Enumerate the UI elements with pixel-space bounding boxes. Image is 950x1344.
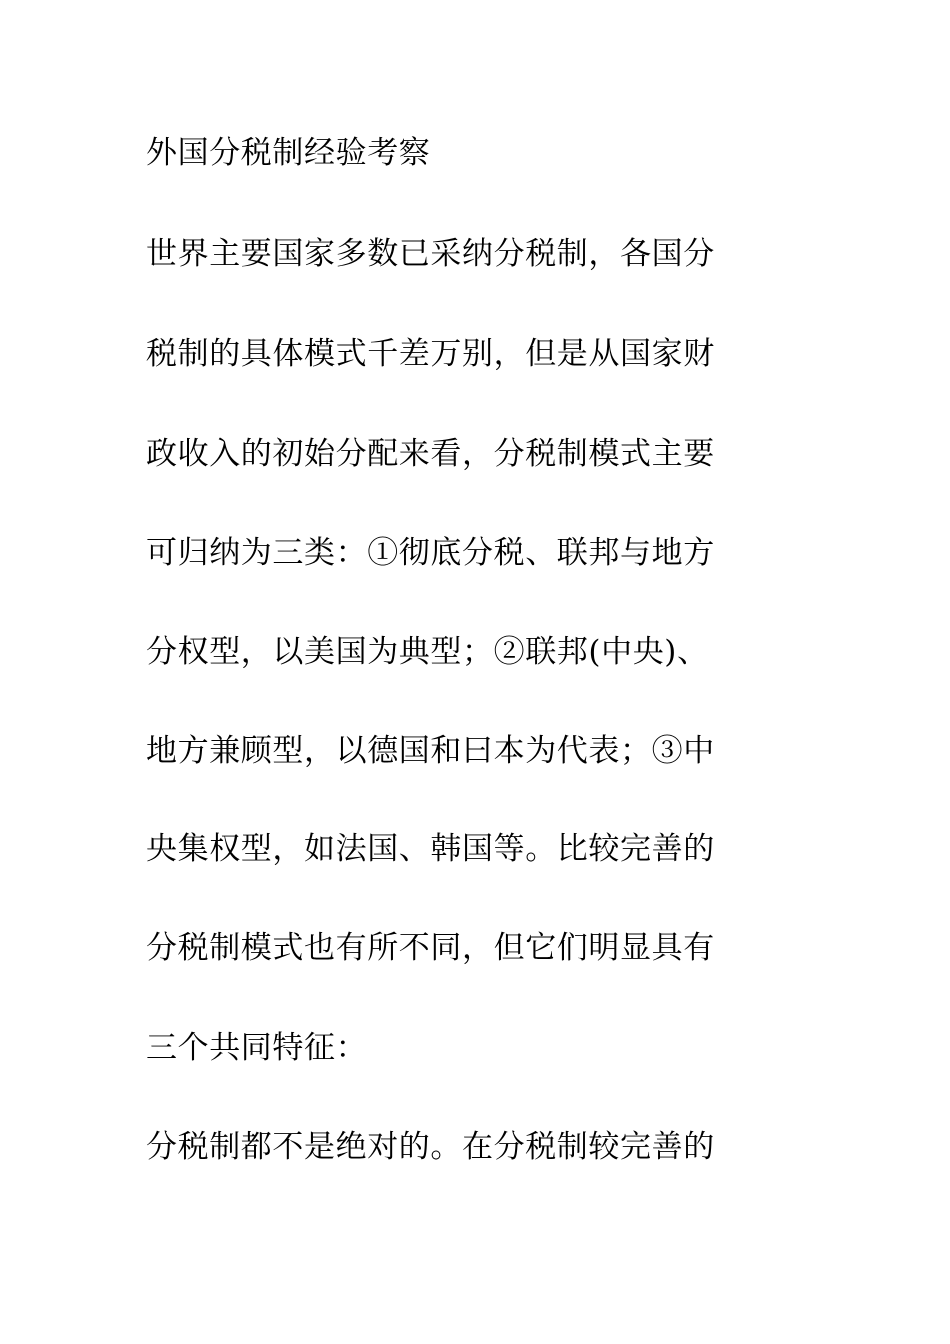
paragraph-line: 分税制模式也有所不同，但它们明显具有: [146, 930, 715, 966]
paragraph-line: 分税制都不是绝对的。在分税制较完善的: [146, 1129, 715, 1165]
paragraph-line: 税制的具体模式千差万别，但是从国家财: [146, 336, 715, 372]
document-title: 外国分税制经验考察: [146, 135, 431, 171]
paragraph-line: 世界主要国家多数已采纳分税制，各国分: [146, 236, 715, 272]
paragraph-line: 政收入的初始分配来看，分税制模式主要: [146, 436, 715, 472]
paragraph-line: 央集权型，如法国、韩国等。比较完善的: [146, 831, 715, 867]
paragraph-line: 三个共同特征：: [146, 1030, 368, 1066]
paragraph-line: 可归纳为三类：①彻底分税、联邦与地方: [146, 535, 715, 571]
paragraph-line: 地方兼顾型，以德国和曰本为代表；③中: [146, 733, 715, 769]
paragraph-line: 分权型，以美国为典型；②联邦(中央)、: [146, 634, 709, 670]
